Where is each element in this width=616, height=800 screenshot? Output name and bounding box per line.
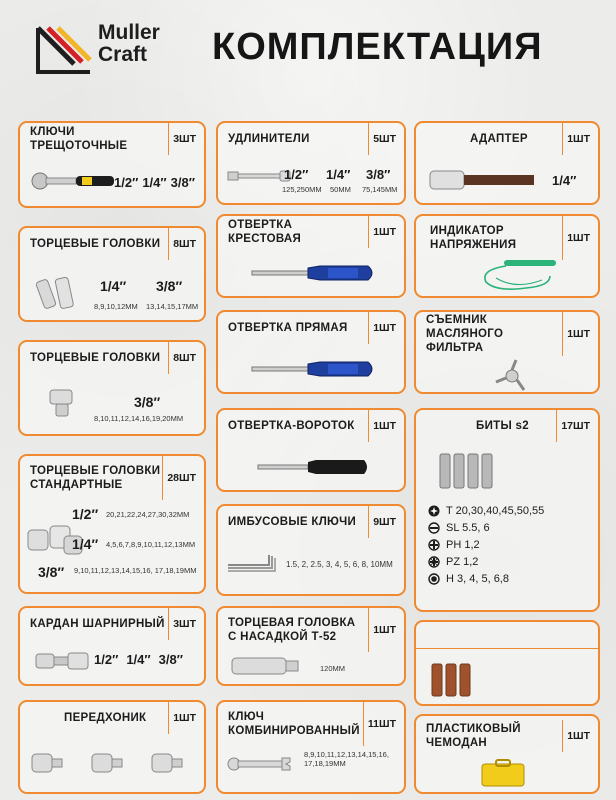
card-title: ПЕРЕДХОНИК [64,712,147,724]
card-ratchets [18,121,206,208]
card-sockets-2 [18,340,206,436]
card-title: КАРДАН ШАРНИРНЫЙ [30,618,165,630]
card-title: КЛЮЧИ ТРЕЩОТОЧНЫЕ [30,126,128,152]
quantity-label: 1ШТ [168,702,196,734]
quantity-label: 17ШТ [556,410,590,442]
quantity-label: 1ШТ [368,608,396,652]
oil-filter-remover-image [492,358,532,394]
card-title: УДЛИНИТЕЛИ [228,133,310,145]
card-t52-socket [216,606,406,686]
card-sockets-standard [18,454,206,594]
card-voltage-tester [414,214,600,298]
card-phillips-screwdriver [216,214,406,298]
card-title: АДАПТЕР [470,133,528,145]
quantity-label: 11ШТ [363,702,396,746]
card-drive-adapter [18,700,206,794]
size-label: 3/8″ [158,652,183,667]
size-label: 1/2″ [72,506,99,522]
range-label: 9,10,11,12,13,14,15,16, 17,18,19MM [74,566,197,575]
card-title: КЛЮЧ КОМБИНИРОВАННЫЙ [228,711,360,737]
universal-joint-image [34,648,90,674]
size-label: 1/4″ [142,175,167,190]
length-label: 120MM [320,664,346,673]
socket-range-2: 13,14,15,17MM [146,302,199,311]
ratchet-image [30,169,118,193]
size-label: 3/8″ [366,167,391,182]
quantity-label: 1ШТ [562,720,590,752]
quantity-label: 1ШТ [368,216,396,248]
size-label: 1/4″ [326,167,351,182]
size-label: 1/2″ [114,175,139,190]
brand-line-2: Craft [98,43,148,66]
header [0,0,616,100]
socket-range-1: 8,10,11,12,14,16,19,20MM [94,414,184,423]
card-title: ИНДИКАТОР НАПРЯЖЕНИЯ [430,225,517,251]
card-title: ТОРЦЕВЫЕ ГОЛОВКИ [30,238,161,250]
card-title: ТОРЦЕВАЯ ГОЛОВКА С НАСАДКОЙ Т-52 [228,617,356,643]
quantity-label: 1ШТ [368,410,396,442]
card-oil-filter-remover [414,310,600,394]
pozidriv-icon [428,556,440,568]
bit-label: PH 1,2 [446,538,480,551]
socket-size-2: 3/8″ [156,278,183,294]
range-label: 50MM [330,185,351,194]
socket-adapter-image [46,386,84,420]
card-universal-joint [18,606,206,686]
bit-row [428,502,544,519]
socket-size-1: 1/4″ [100,278,127,294]
range-label: 8,9,10,11,12,13,14,15,16, 17,18,19MM [304,750,389,768]
card-extensions [216,121,406,205]
card-extra-bits [414,620,600,706]
brand-name [98,22,160,66]
quantity-label: 1ШТ [562,123,590,155]
card-title: ТОРЦЕВЫЕ ГОЛОВКИ [30,352,161,364]
size-label: 1/4″ [72,536,99,552]
socket-size-1: 3/8″ [134,394,161,410]
sockets-image [36,274,82,314]
bit-row [428,536,544,553]
bits-list [428,502,544,587]
bit-label: SL 5.5, 6 [446,521,490,534]
size-label: 1/4″ [126,652,151,667]
quantity-label: 9ШТ [368,506,396,538]
card-title: ОТВЕРТКА КРЕСТОВАЯ [228,219,302,245]
card-bits [414,408,600,612]
quantity-label: 1ШТ [368,312,396,344]
adapter-image [428,167,548,193]
logo-mark-icon [36,24,92,74]
bit-row [428,519,544,536]
flat-screwdriver-image [248,356,378,382]
slotted-icon [428,522,440,534]
quantity-label: 3ШТ [168,608,196,640]
card-hex-keys [216,504,406,596]
range-label: 20,21,22,24,27,30,32MM [106,510,190,519]
card-title: ОТВЕРТКА-ВОРОТОК [228,420,355,432]
quantity-label: 1ШТ [562,312,590,356]
card-divider [416,648,598,649]
card-title: ТОРЦЕВЫЕ ГОЛОВКИ СТАНДАРТНЫЕ [30,465,161,491]
voltage-tester-image [466,256,576,294]
bit-label: PZ 1,2 [446,555,479,568]
phillips-screwdriver-image [248,260,378,286]
hex-keys-image [224,552,280,574]
range-label: 1.5, 2, 2.5, 3, 4, 5, 6, 8, 10MM [286,560,393,569]
t52-socket-image [230,654,300,678]
size-label: 1/4″ [552,173,577,188]
phillips-icon [428,539,440,551]
card-adapter [414,121,600,205]
combination-wrench-image [226,754,292,774]
drive-adapters-image [28,748,200,778]
page-title: КОМПЛЕКТАЦИЯ [212,26,543,68]
card-flat-screwdriver [216,310,406,394]
card-title: СЪЕМНИК МАСЛЯНОГО ФИЛЬТРА [426,314,504,354]
size-label: 1/2″ [94,652,119,667]
card-sockets-1 [18,226,206,322]
card-title: БИТЫ s2 [476,420,529,432]
bit-label: H 3, 4, 5, 6,8 [446,572,509,585]
quantity-label: 3ШТ [168,123,196,155]
quantity-label: 8ШТ [168,228,196,260]
quantity-label: 1ШТ [562,216,590,260]
quantity-label: 8ШТ [168,342,196,374]
quantity-label: 5ШТ [368,123,396,155]
card-title: ИМБУСОВЫЕ КЛЮЧИ [228,516,357,528]
range-label: 4,5,6,7,8,9,10,11,12,13MM [106,540,196,549]
extension-bar-image [226,167,292,185]
brand-line-1: Muller [98,21,160,44]
plastic-case-image [480,758,526,788]
bit-row [428,553,544,570]
bit-label: T 20,30,40,45,50,55 [446,504,545,517]
hex-icon [428,573,440,585]
brand-logo [36,18,186,78]
size-label: 1/2″ [284,167,309,182]
range-label: 125,250MM [282,185,322,194]
bit-row [428,570,544,587]
card-plastic-case [414,714,600,794]
quantity-label: 28ШТ [162,456,196,500]
tbar-screwdriver-image [254,454,374,480]
card-tbar-screwdriver [216,408,406,492]
card-title: ОТВЕРТКА ПРЯМАЯ [228,322,348,334]
card-combination-wrench [216,700,406,794]
range-label: 75,145MM [362,185,398,194]
size-label: 3/8″ [170,175,195,190]
bits-image [438,452,496,490]
size-label: 3/8″ [38,564,65,580]
bits-image [430,662,472,698]
torx-icon [428,505,440,517]
card-title: ПЛАСТИКОВЫЙ ЧЕМОДАН [426,723,521,749]
socket-range-1: 8,9,10,12MM [94,302,138,311]
